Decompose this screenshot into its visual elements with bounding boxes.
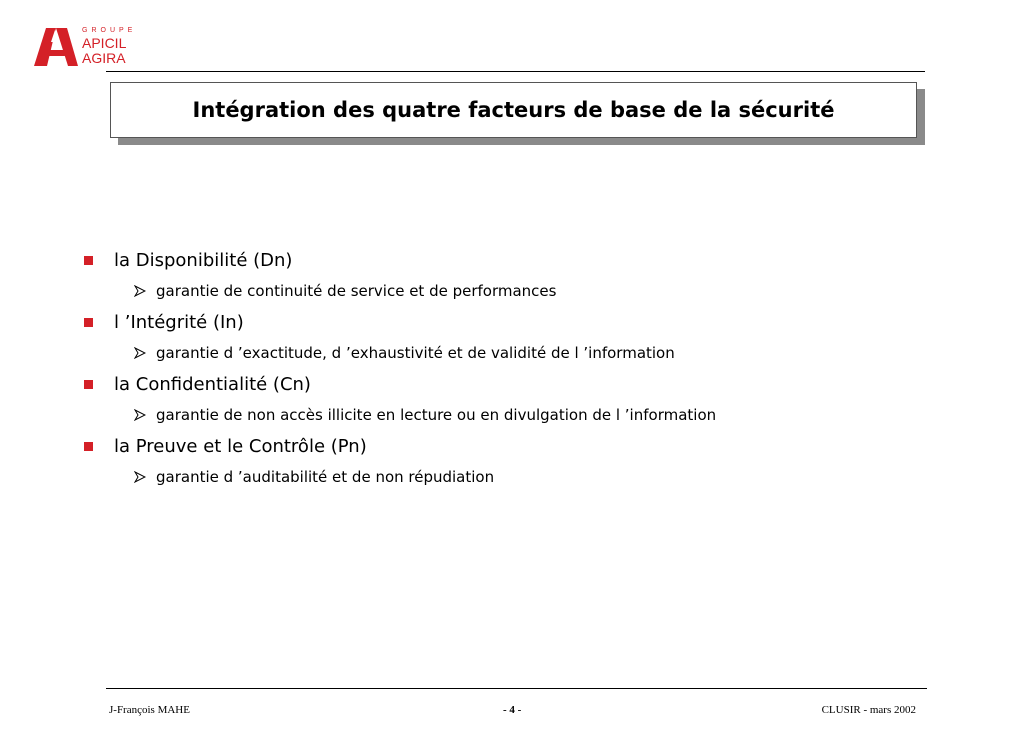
- square-bullet-icon: [84, 318, 93, 327]
- arrow-bullet-icon: [134, 471, 146, 483]
- sub-bullet-text: garantie d ’auditabilité et de non répudiation: [156, 468, 495, 486]
- sub-bullet-item: [84, 335, 904, 371]
- bullet-list: [84, 247, 904, 495]
- arrow-bullet-icon: [134, 409, 146, 421]
- sub-bullet-item: [84, 273, 904, 309]
- footer-divider: [106, 688, 927, 689]
- square-bullet-icon: [84, 442, 93, 451]
- sub-bullet-text: garantie de continuité de service et de performances: [156, 282, 557, 300]
- logo-agira-text: AGIRA: [82, 50, 126, 66]
- square-bullet-icon: [84, 380, 93, 389]
- sub-bullet-item: [84, 459, 904, 495]
- apicil-logo-icon: [34, 28, 78, 66]
- sub-bullet-item: [84, 397, 904, 433]
- sub-bullet-text: garantie d ’exactitude, d ’exhaustivité et de validité de l ’information: [156, 344, 675, 362]
- logo-apicil-text: APICIL: [82, 35, 127, 51]
- footer-author: J-François MAHE: [109, 704, 190, 716]
- arrow-bullet-icon: [134, 347, 146, 359]
- bullet-item: [84, 247, 904, 273]
- title-box: [110, 82, 917, 138]
- footer-event: CLUSIR - mars 2002: [821, 704, 916, 716]
- sub-bullet-text: garantie de non accès illicite en lecture ou en divulgation de l ’information: [156, 406, 717, 424]
- bullet-label: l ’Intégrité (In): [114, 311, 244, 333]
- footer-page-number: - 4 -: [503, 704, 522, 716]
- slide-title: Intégration des quatre facteurs de base de la sécurité: [192, 98, 835, 122]
- bullet-item: [84, 371, 904, 397]
- bullet-label: la Disponibilité (Dn): [114, 249, 293, 271]
- logo-groupe-text: GROUPE: [82, 27, 137, 34]
- company-logo: [34, 24, 144, 70]
- square-bullet-icon: [84, 256, 93, 265]
- bullet-item: [84, 309, 904, 335]
- bullet-item: [84, 433, 904, 459]
- bullet-label: la Preuve et le Contrôle (Pn): [114, 435, 367, 457]
- arrow-bullet-icon: [134, 285, 146, 297]
- header-divider: [106, 71, 925, 72]
- bullet-label: la Confidentialité (Cn): [114, 373, 311, 395]
